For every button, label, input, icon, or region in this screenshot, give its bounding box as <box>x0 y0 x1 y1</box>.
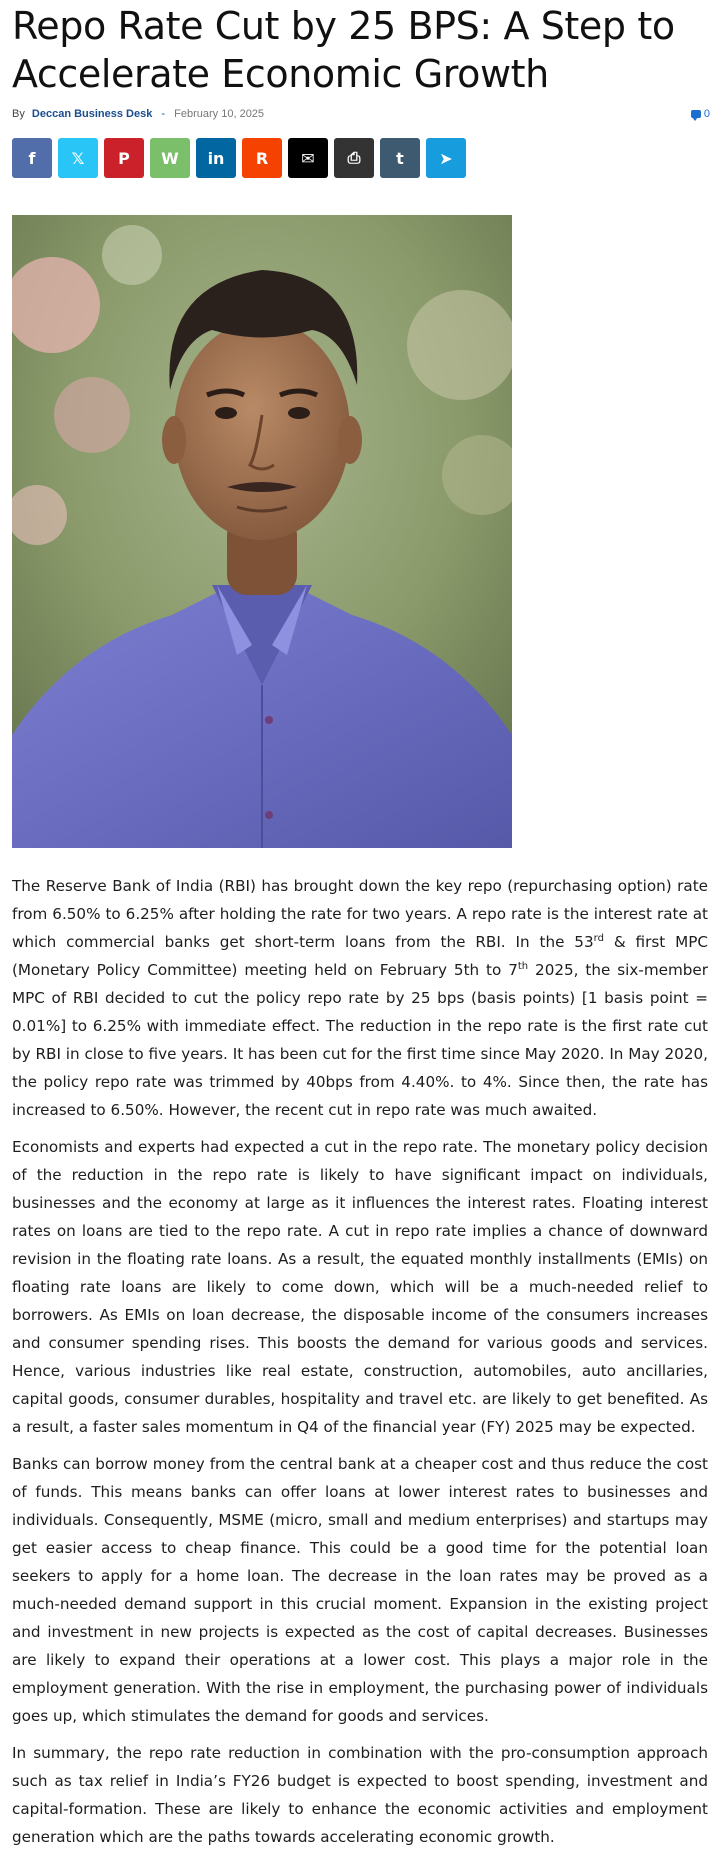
share-email-button[interactable]: ✉ <box>288 138 328 178</box>
article-title: Repo Rate Cut by 25 BPS: A Step to Accelerate Economic Growth <box>12 4 675 96</box>
article-meta <box>12 106 712 122</box>
meta-separator: - <box>161 108 166 120</box>
share-tumblr-button[interactable]: t <box>380 138 420 178</box>
share-linkedin-button[interactable]: in <box>196 138 236 178</box>
author-photo <box>12 215 512 848</box>
comment-icon <box>691 110 701 118</box>
share-bar <box>12 138 466 178</box>
article-body <box>12 872 708 1860</box>
author-link[interactable]: Deccan Business Desk <box>31 108 153 120</box>
share-telegram-button[interactable]: ➤ <box>426 138 466 178</box>
paragraph-2: Economists and experts had expected a cut in the repo rate. The monetary policy decision of the reduction in the repo rate is likely to have significant impact on individuals, businesses and the economy at large as it influences the interest rates. Floating interest rates on loans are tied to the repo rate. A cut in repo rate implies a chance of downward revision in the floating rate loans. As a result, the equated monthly installments (EMIs) on floating rate loans are likely to come down, which will be a much-needed relief to borrowers. As EMIs on loan decrease, the disposable income of the consumers increases and consumer spending rises. This boosts the demand for various goods and services. Hence, various industries like real estate, construction, automobiles, auto ancillaries, capital goods, consumer durables, hospitality and travel etc. are likely to get benefited. As a result, a faster sales momentum in Q4 of the financial year (FY) 2025 may be expected. <box>12 1138 708 1436</box>
share-reddit-button[interactable]: R <box>242 138 282 178</box>
comments-link[interactable] <box>691 106 710 122</box>
paragraph-1: The Reserve Bank of India (RBI) has brought down the key repo (repurchasing option) rate from 6.50% to 6.25% after holding the rate for two years. A repo rate is the interest rate at which commercial banks get short-term loans from the RBI. In the 53rd & first MPC (Monetary Policy Committee) meeting held on February 5th to 7th 2025, the six-member MPC of RBI decided to cut the policy repo rate by 25 bps (basis points) [1 basis point = 0.01%] to 6.25% with immediate effect. The reduction in the repo rate is the first rate cut by RBI in close to five years. It has been cut for the first time since May 2020. In May 2020, the policy repo rate was trimmed by 40bps from 4.40%. to 4%. Since then, the rate has increased to 6.50%. However, the recent cut in repo rate was much awaited. <box>12 877 708 1119</box>
comment-count: 0 <box>703 108 710 120</box>
byline-prefix: By <box>12 108 25 120</box>
share-whatsapp-button[interactable]: W <box>150 138 190 178</box>
publish-date: February 10, 2025 <box>174 108 265 120</box>
share-print-button[interactable]: ⎙ <box>334 138 374 178</box>
share-pinterest-button[interactable]: P <box>104 138 144 178</box>
share-facebook-button[interactable]: f <box>12 138 52 178</box>
share-x-button[interactable]: 𝕏 <box>58 138 98 178</box>
paragraph-4: In summary, the repo rate reduction in combination with the pro-consumption approach such as tax relief in India’s FY26 budget is expected to boost spending, investment and capital-formation. These are likely to enhance the economic activities and employment generation which are the paths towards accelerating economic growth. <box>12 1744 708 1846</box>
paragraph-3: Banks can borrow money from the central bank at a cheaper cost and thus reduce the cost of funds. This means banks can offer loans at lower interest rates to businesses and individuals. Consequently, MSME (micro, small and medium enterprises) and startups may get easier access to cheap finance. This could be a good time for the potential loan seekers to apply for a home loan. The decrease in the loan rates may be proved as a much-needed demand support in this crucial moment. Expansion in the existing project and investment in new projects is expected as the cost of capital decreases. Businesses are likely to expand their operations at a lower cost. This plays a major role in the employment generation. With the rise in employment, the purchasing power of individuals goes up, which stimulates the demand for goods and services. <box>12 1455 708 1725</box>
